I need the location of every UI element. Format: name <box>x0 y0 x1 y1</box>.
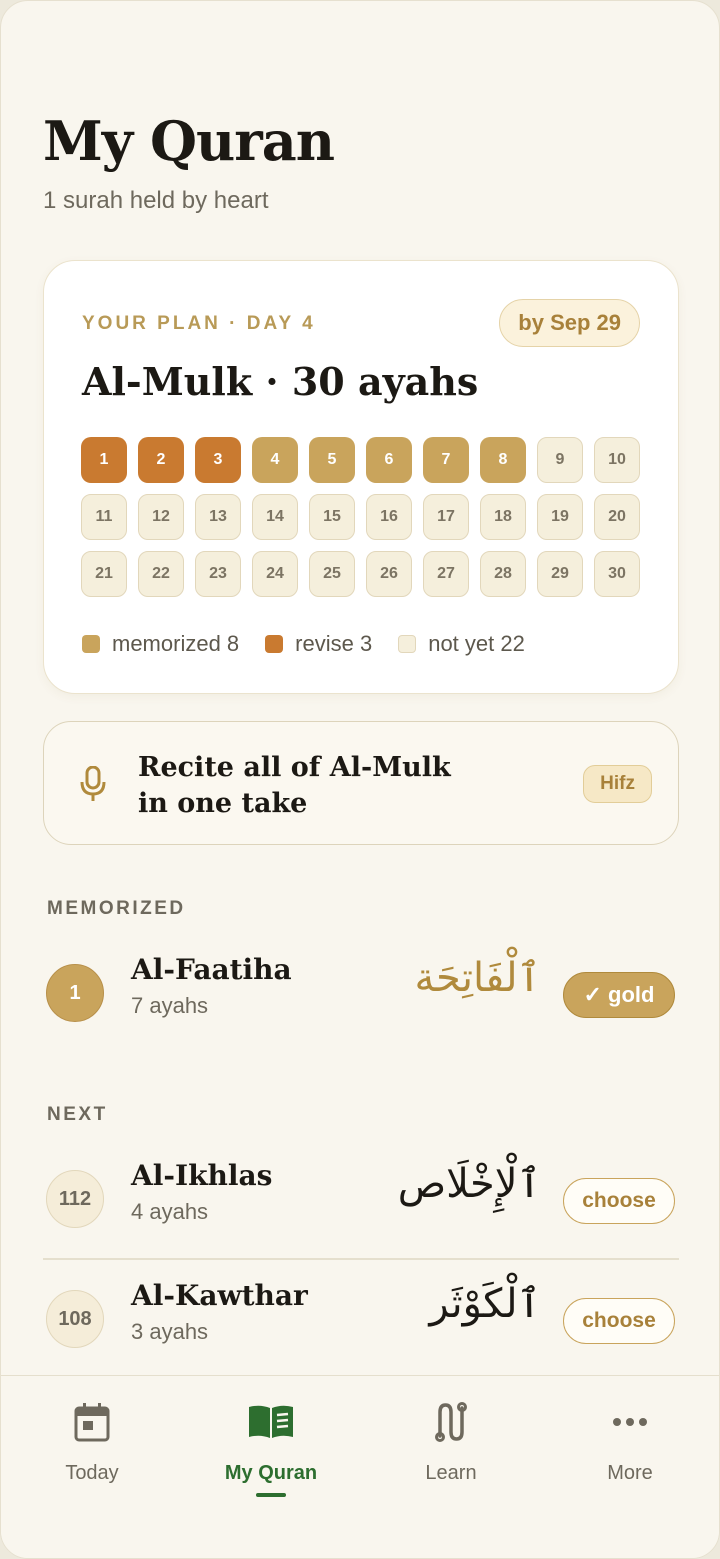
legend-not-yet-swatch <box>398 635 416 653</box>
surah-ayah-count: 7 ayahs <box>131 993 209 1018</box>
page-subtitle: 1 surah held by heart <box>43 187 269 214</box>
section-label-memorized: MEMORIZED <box>47 898 186 919</box>
tab-label: Today <box>65 1462 119 1484</box>
ayah-cell[interactable]: 20 <box>594 494 640 540</box>
legend-not-yet <box>398 631 525 657</box>
surah-name: Al-Ikhlas <box>131 1159 273 1192</box>
surah-row-al-kawthar[interactable] <box>43 1271 679 1371</box>
ayah-cell[interactable]: 9 <box>537 437 583 483</box>
surah-arabic-name: ٱلْفَاتِحَة <box>414 955 541 1001</box>
active-tab-indicator <box>256 1493 286 1497</box>
surah-number: 1 <box>46 964 104 1022</box>
calendar-icon <box>22 1400 162 1444</box>
recite-line-1: Recite all of Al-Mulk <box>138 752 451 783</box>
plan-legend <box>82 631 551 657</box>
open-book-icon <box>201 1400 341 1444</box>
ayah-cell[interactable]: 5 <box>309 437 355 483</box>
ayah-cell[interactable]: 22 <box>138 551 184 597</box>
ayah-cell[interactable]: 3 <box>195 437 241 483</box>
legend-revise-label: revise 3 <box>295 631 373 656</box>
surah-arabic-name: ٱلْإِخْلَاص <box>397 1161 541 1207</box>
surah-ayah-count: 4 ayahs <box>131 1199 209 1224</box>
legend-memorized <box>82 631 239 657</box>
hifz-tag: Hifz <box>583 765 652 803</box>
legend-memorized-label: memorized 8 <box>112 631 240 656</box>
ayah-cell[interactable]: 27 <box>423 551 469 597</box>
surah-number: 108 <box>46 1290 104 1348</box>
page-title: My Quran <box>43 109 334 173</box>
ayah-cell[interactable]: 12 <box>138 494 184 540</box>
ayah-cell[interactable]: 6 <box>366 437 412 483</box>
bottom-tab-bar <box>1 1375 720 1559</box>
recite-card[interactable] <box>43 721 679 845</box>
microphone-icon <box>80 766 106 807</box>
deadline-badge: by Sep 29 <box>499 299 640 347</box>
ayah-cell[interactable]: 1 <box>81 437 127 483</box>
tab-more[interactable] <box>560 1400 700 1485</box>
legend-memorized-swatch <box>82 635 100 653</box>
gold-badge[interactable]: ✓ gold <box>563 972 675 1018</box>
tab-label: More <box>607 1462 653 1484</box>
recite-line-2: in one take <box>138 788 308 819</box>
plan-title: Al-Mulk · 30 ayahs <box>82 359 479 404</box>
plan-label: YOUR PLAN · DAY 4 <box>82 313 316 334</box>
surah-row-al-faatiha[interactable] <box>43 945 679 1045</box>
ayah-cell[interactable]: 10 <box>594 437 640 483</box>
ayah-cell[interactable]: 14 <box>252 494 298 540</box>
ayah-cell[interactable]: 16 <box>366 494 412 540</box>
ayah-cell[interactable]: 17 <box>423 494 469 540</box>
surah-name: Al-Faatiha <box>131 953 292 986</box>
ayah-cell[interactable]: 11 <box>81 494 127 540</box>
surah-ayah-count: 3 ayahs <box>131 1319 209 1344</box>
recite-text <box>138 750 451 822</box>
section-label-next: NEXT <box>47 1104 108 1125</box>
ayah-cell[interactable]: 29 <box>537 551 583 597</box>
plan-card[interactable] <box>43 260 679 694</box>
legend-revise <box>265 631 372 657</box>
tab-my-quran[interactable] <box>201 1400 341 1497</box>
ayah-cell[interactable]: 24 <box>252 551 298 597</box>
surah-number: 112 <box>46 1170 104 1228</box>
tab-label: My Quran <box>224 1462 318 1484</box>
choose-button[interactable]: choose <box>563 1178 675 1224</box>
ayah-cell[interactable]: 18 <box>480 494 526 540</box>
legend-not-yet-label: not yet 22 <box>428 631 525 656</box>
row-divider <box>43 1258 679 1260</box>
tab-label: Learn <box>425 1462 477 1484</box>
ayah-cell[interactable]: 28 <box>480 551 526 597</box>
tab-today[interactable] <box>22 1400 162 1485</box>
ayah-cell[interactable]: 15 <box>309 494 355 540</box>
ayah-cell[interactable]: 23 <box>195 551 241 597</box>
ayah-cell[interactable]: 13 <box>195 494 241 540</box>
ayah-cell[interactable]: 26 <box>366 551 412 597</box>
surah-arabic-name: ٱلْكَوْثَر <box>429 1281 541 1327</box>
ayah-cell[interactable]: 19 <box>537 494 583 540</box>
ayah-cell[interactable]: 25 <box>309 551 355 597</box>
ayah-cell[interactable]: 4 <box>252 437 298 483</box>
legend-revise-swatch <box>265 635 283 653</box>
path-icon <box>381 1400 521 1444</box>
surah-row-al-ikhlas[interactable] <box>43 1151 679 1251</box>
more-dots-icon <box>560 1400 700 1444</box>
surah-name: Al-Kawthar <box>131 1279 308 1312</box>
ayah-cell[interactable]: 2 <box>138 437 184 483</box>
ayah-cell[interactable]: 21 <box>81 551 127 597</box>
ayah-cell[interactable]: 7 <box>423 437 469 483</box>
tab-learn[interactable] <box>381 1400 521 1485</box>
choose-button[interactable]: choose <box>563 1298 675 1344</box>
ayah-cell[interactable]: 8 <box>480 437 526 483</box>
ayah-cell[interactable]: 30 <box>594 551 640 597</box>
